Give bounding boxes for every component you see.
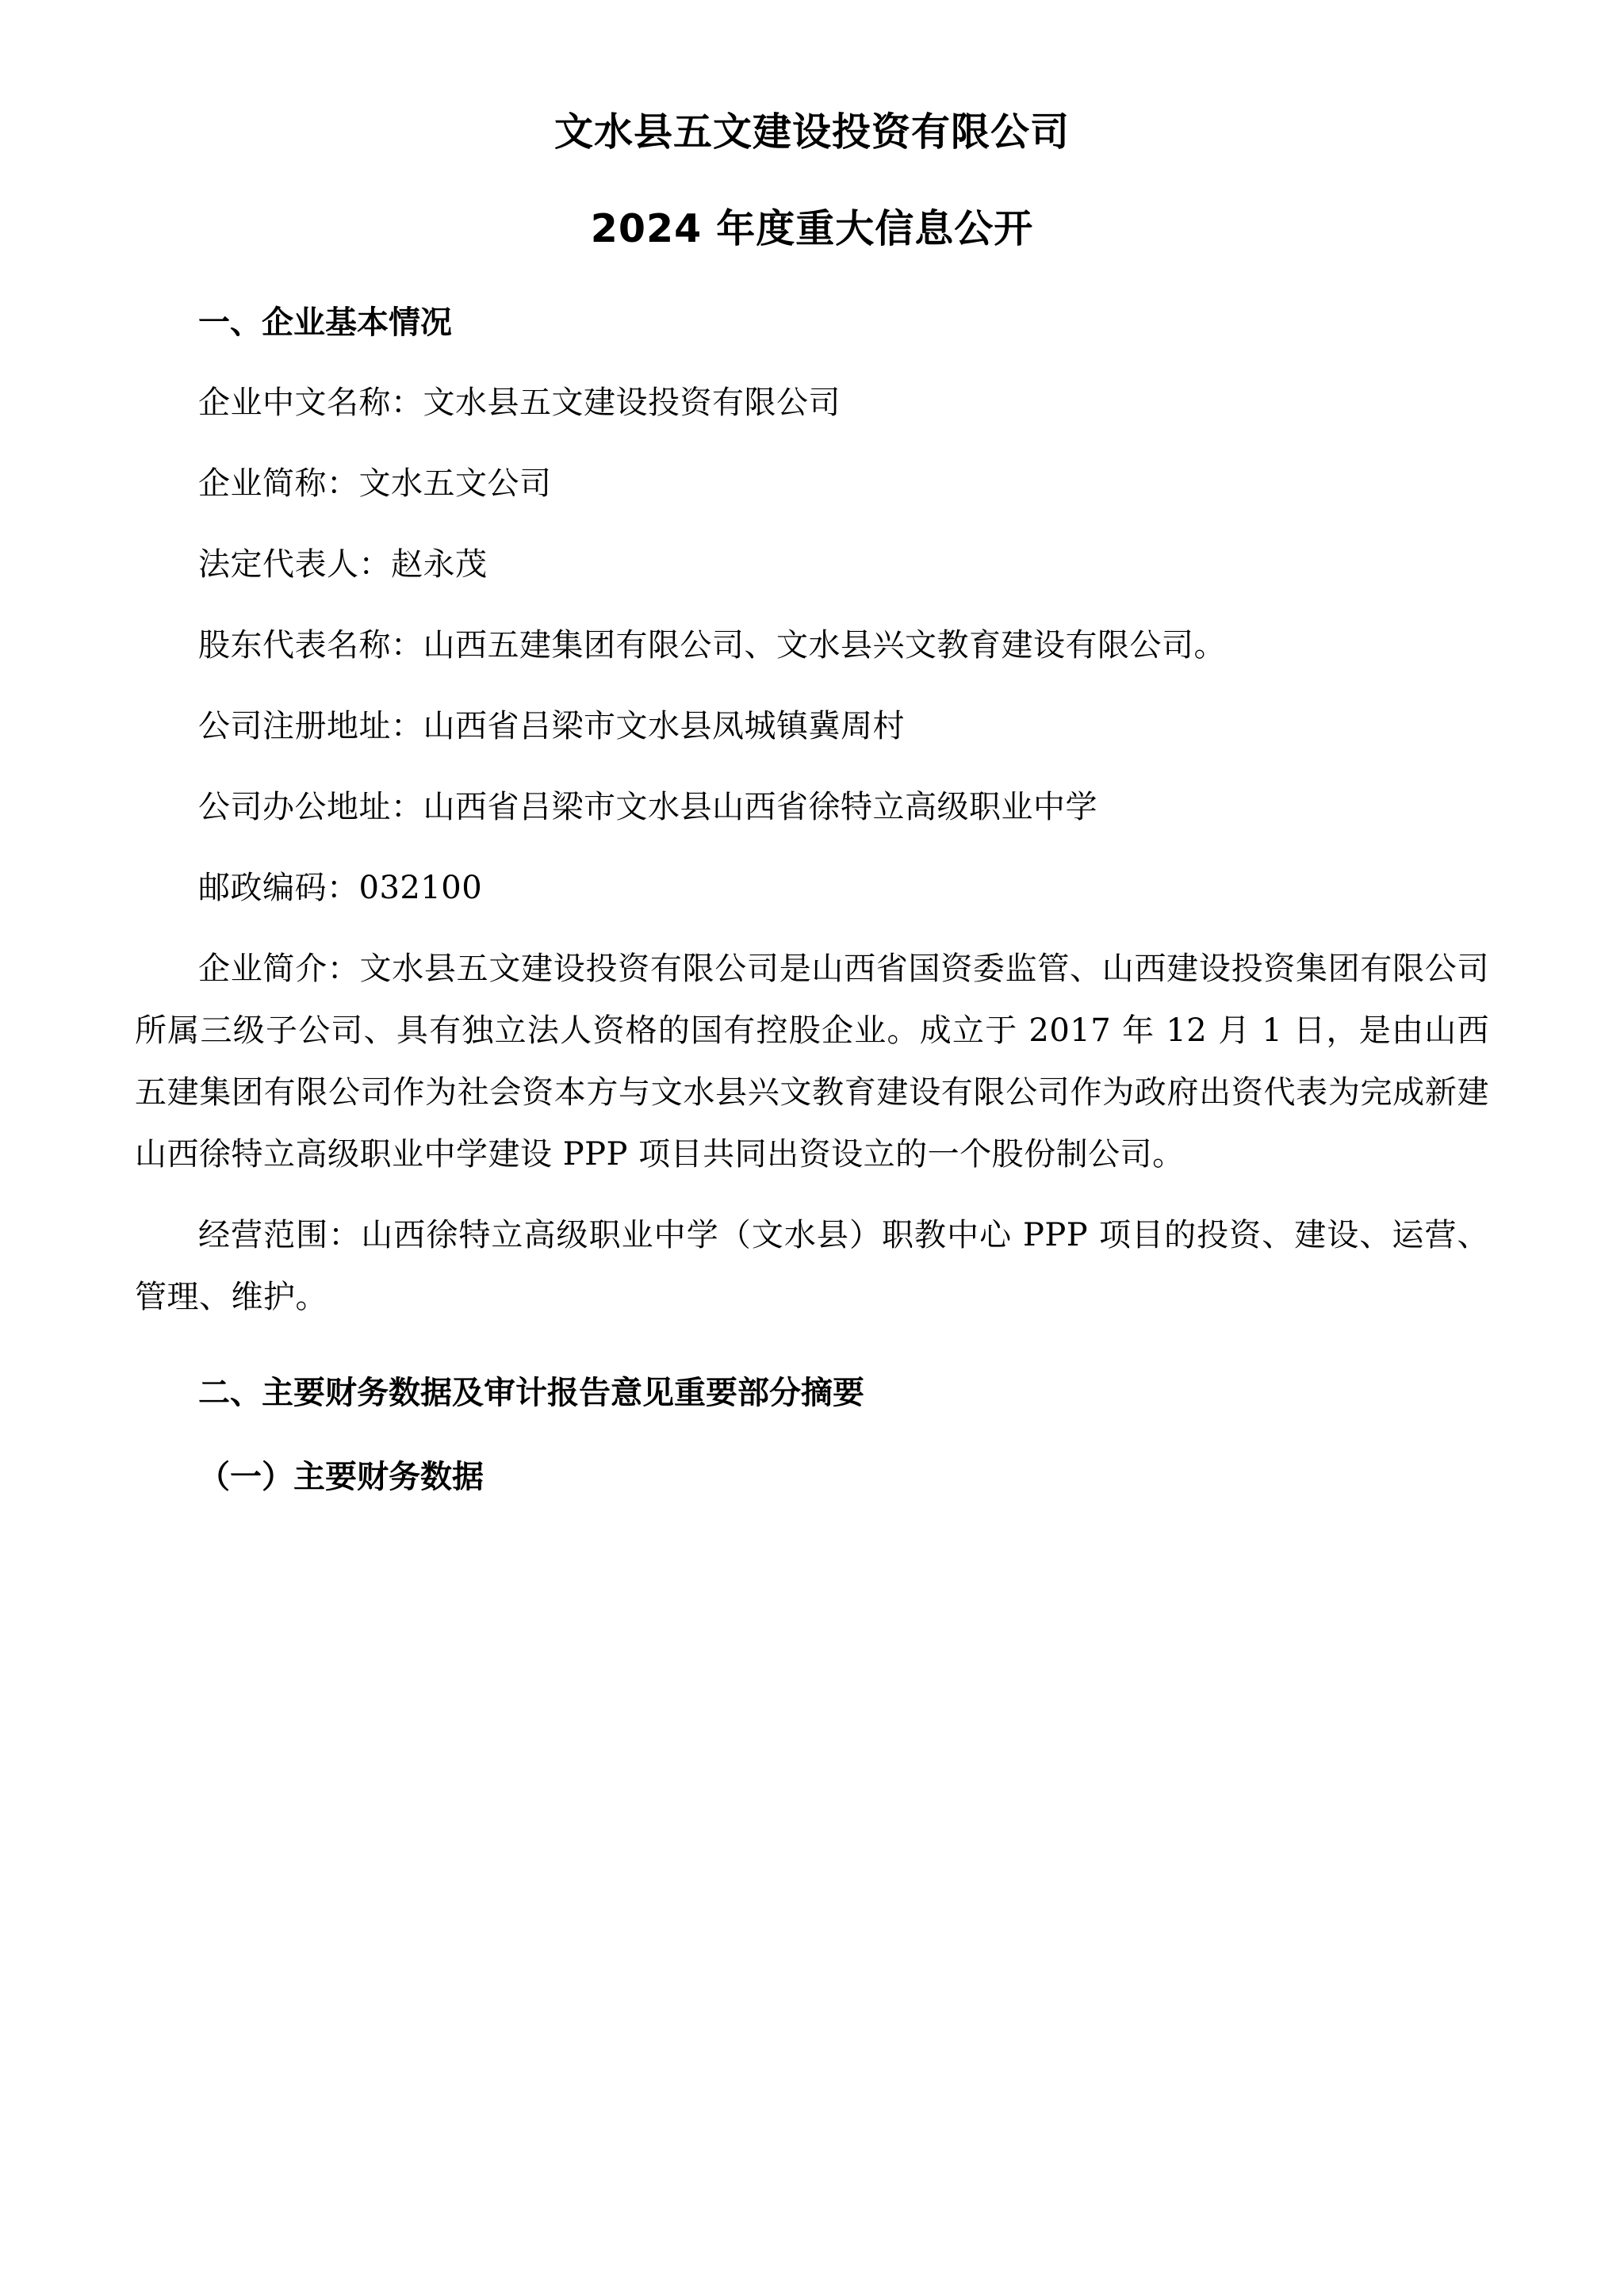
section-heading-company-overview: 一、企业基本情况	[198, 304, 452, 341]
document-title-line-2: 2024 年度重大信息公开	[590, 205, 1034, 251]
field-shareholder-names: 股东代表名称：山西五建集团有限公司、文水县兴文教育建设有限公司。	[198, 627, 1226, 664]
field-office-address: 公司办公地址：山西省吕梁市文水县山西省徐特立高级职业中学	[198, 789, 1097, 825]
field-registered-address: 公司注册地址：山西省吕梁市文水县凤城镇冀周村	[198, 708, 905, 744]
paragraph-company-introduction: 企业简介：文水县五文建设投资有限公司是山西省国资委监管、山西建设投资集团有限公司所属三级子公司、具有独立法人资格的国有控股企业。成立于 2017 年 12 月 1 日，是由山西五建集团有限公司作为社会资本方与文水县兴文教育建设有限公司作为政府出资代表为完成新建山西徐特立高级职业中学建设 PPP 项目共同出资设立的一个股份制公司。	[135, 951, 1489, 1173]
field-legal-representative: 法定代表人：赵永茂	[198, 546, 488, 583]
field-postal-code: 邮政编码：032100	[198, 870, 483, 906]
paragraph-business-scope: 经营范围：山西徐特立高级职业中学（文水县）职教中心 PPP 项目的投资、建设、运营、管理、维护。	[135, 1217, 1489, 1315]
field-company-chinese-name: 企业中文名称：文水县五文建设投资有限公司	[198, 385, 841, 421]
document-title-line-1: 文水县五文建设投资有限公司	[553, 109, 1070, 155]
section-heading-financial-data: 二、主要财务数据及审计报告意见重要部分摘要	[198, 1374, 864, 1411]
subsection-heading-main-financial-data: （一）主要财务数据	[198, 1458, 484, 1495]
field-company-short-name: 企业简称：文水五文公司	[198, 465, 552, 502]
